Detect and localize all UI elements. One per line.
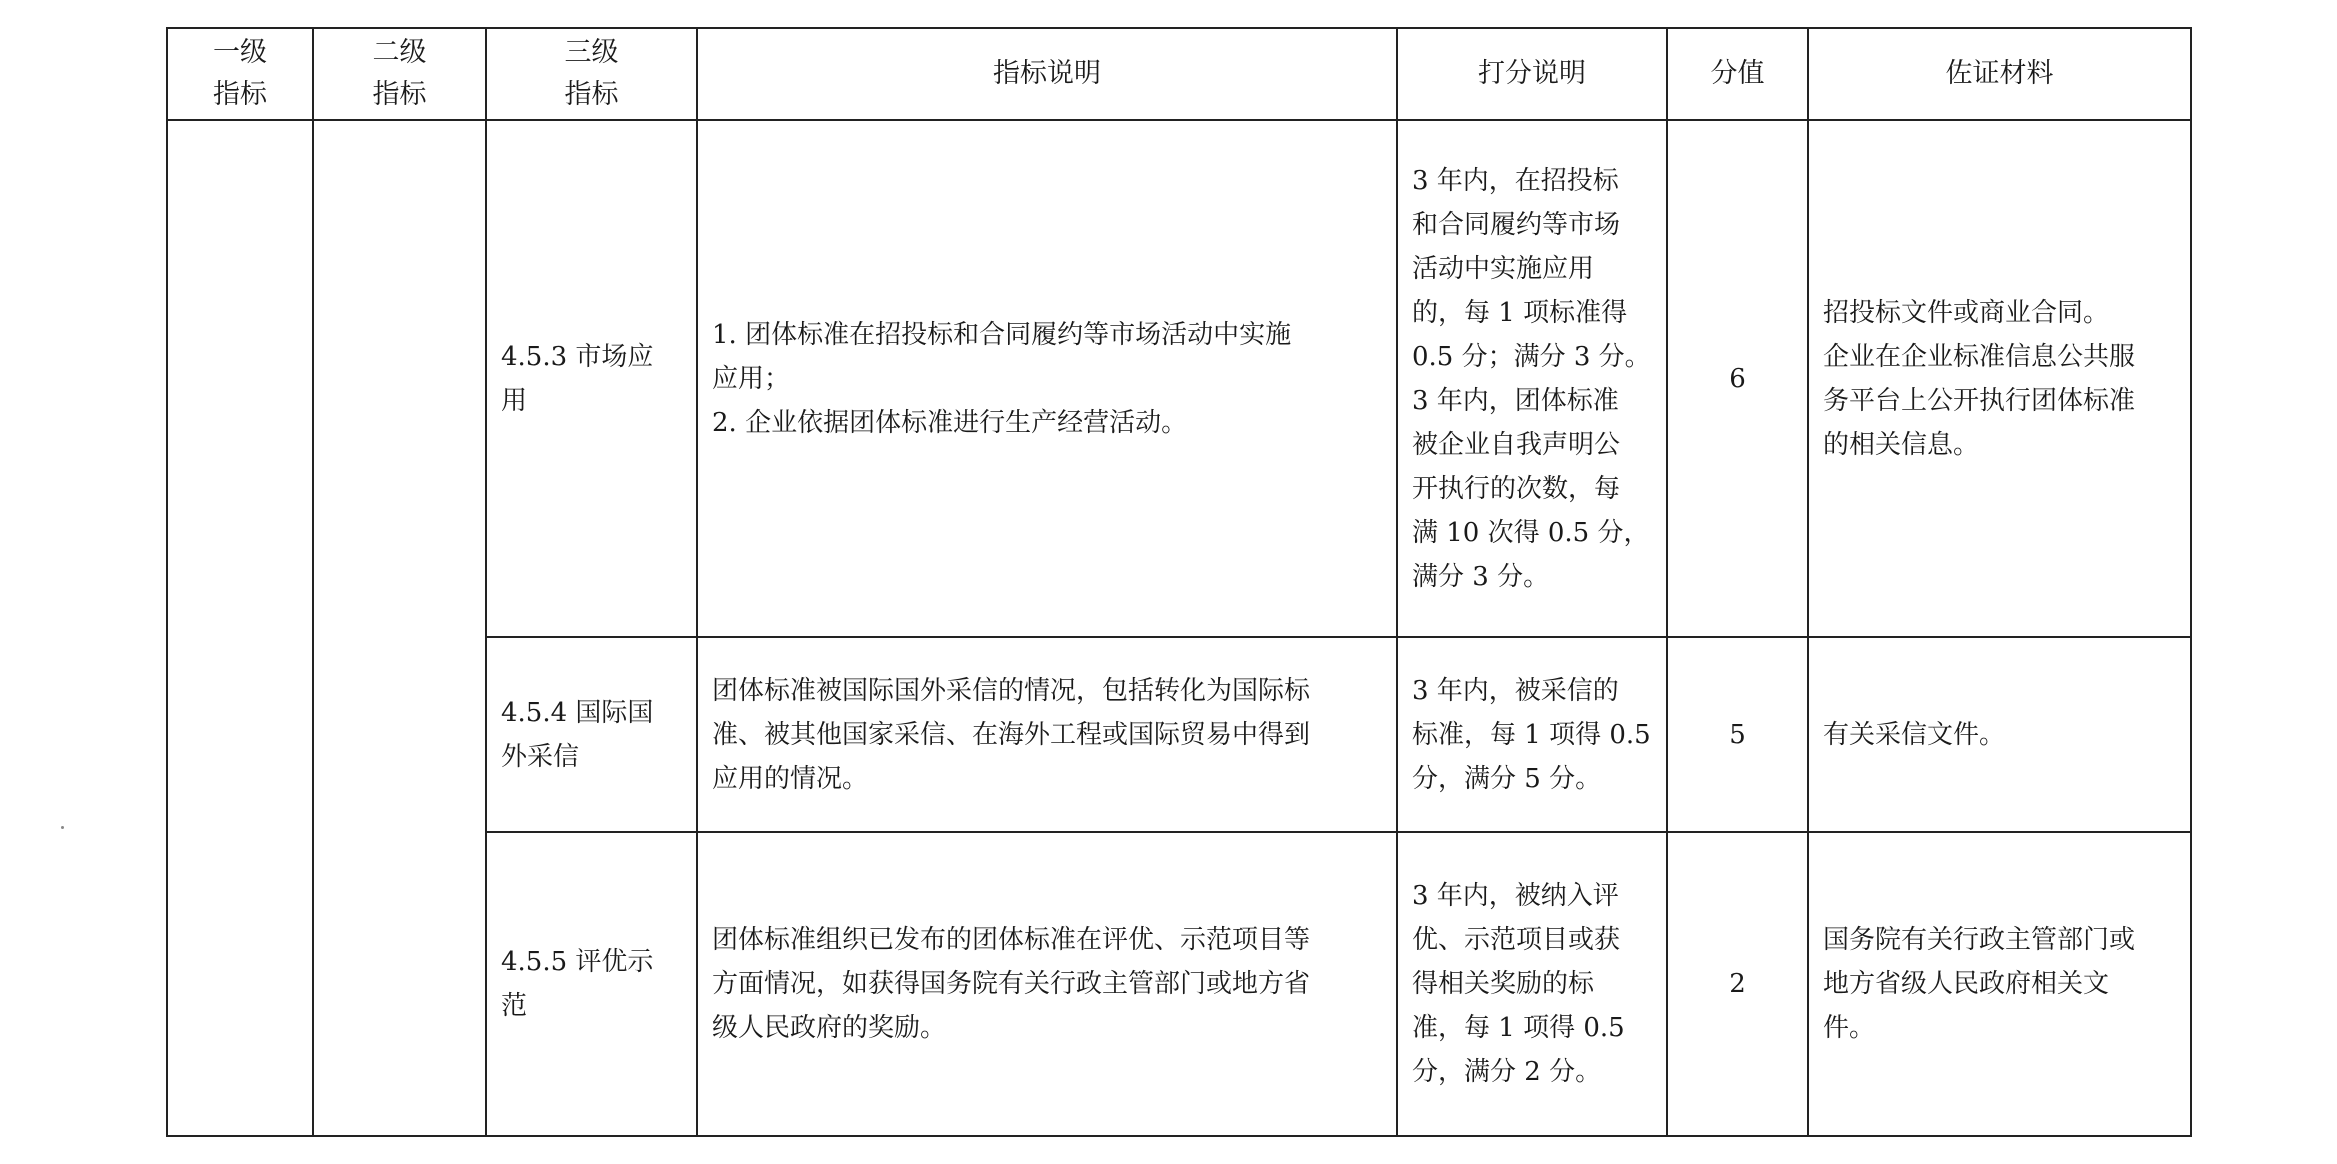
- evidence-cell: 国务院有关行政主管部门或 地方省级人民政府相关文 件。: [1808, 832, 2191, 1136]
- level3-cell: 4.5.4 国际国 外采信: [486, 637, 697, 832]
- scoring-cell: 3 年内，被纳入评 优、示范项目或获 得相关奖励的标 准，每 1 项得 0.5 分，满分 2 分。: [1397, 832, 1667, 1136]
- description-cell: 团体标准被国际国外采信的情况，包括转化为国际标 准、被其他国家采信、在海外工程或国际贸易中得到 应用的情况。: [697, 637, 1397, 832]
- description-cell: 1. 团体标准在招投标和合同履约等市场活动中实施 应用； 2. 企业依据团体标准进行生产经营活动。: [697, 120, 1397, 637]
- evidence-cell: 招投标文件或商业合同。 企业在企业标准信息公共服 务平台上公开执行团体标准 的相关信息。: [1808, 120, 2191, 637]
- scoring-cell: 3 年内，在招投标 和合同履约等市场 活动中实施应用 的，每 1 项标准得 0.5 分；满分 3 分。 3 年内，团体标准 被企业自我声明公 开执行的次数，每 满 10 次得 0.5 分， 满分 3 分。: [1397, 120, 1667, 637]
- description-cell: 团体标准组织已发布的团体标准在评优、示范项目等 方面情况，如获得国务院有关行政主管部门或地方省 级人民政府的奖励。: [697, 832, 1397, 1136]
- level3-cell: 4.5.3 市场应 用: [486, 120, 697, 637]
- header-level1: 一级 指标: [167, 28, 313, 120]
- level3-cell: 4.5.5 评优示 范: [486, 832, 697, 1136]
- score-cell: 6: [1667, 120, 1808, 637]
- header-level2: 二级 指标: [313, 28, 486, 120]
- header-scoring: 打分说明: [1397, 28, 1667, 120]
- header-row: [167, 28, 2191, 120]
- header-description: 指标说明: [697, 28, 1397, 120]
- scoring-cell: 3 年内，被采信的 标准，每 1 项得 0.5 分，满分 5 分。: [1397, 637, 1667, 832]
- level1-cell: [167, 120, 313, 1136]
- header-evidence: 佐证材料: [1808, 28, 2191, 120]
- evidence-cell: 有关采信文件。: [1808, 637, 2191, 832]
- level2-cell: [313, 120, 486, 1136]
- header-level3: 三级 指标: [486, 28, 697, 120]
- score-cell: 2: [1667, 832, 1808, 1136]
- scan-speck: [61, 826, 64, 829]
- score-cell: 5: [1667, 637, 1808, 832]
- header-score: 分值: [1667, 28, 1808, 120]
- table-row: [167, 120, 2191, 637]
- evaluation-table: [166, 27, 2192, 1137]
